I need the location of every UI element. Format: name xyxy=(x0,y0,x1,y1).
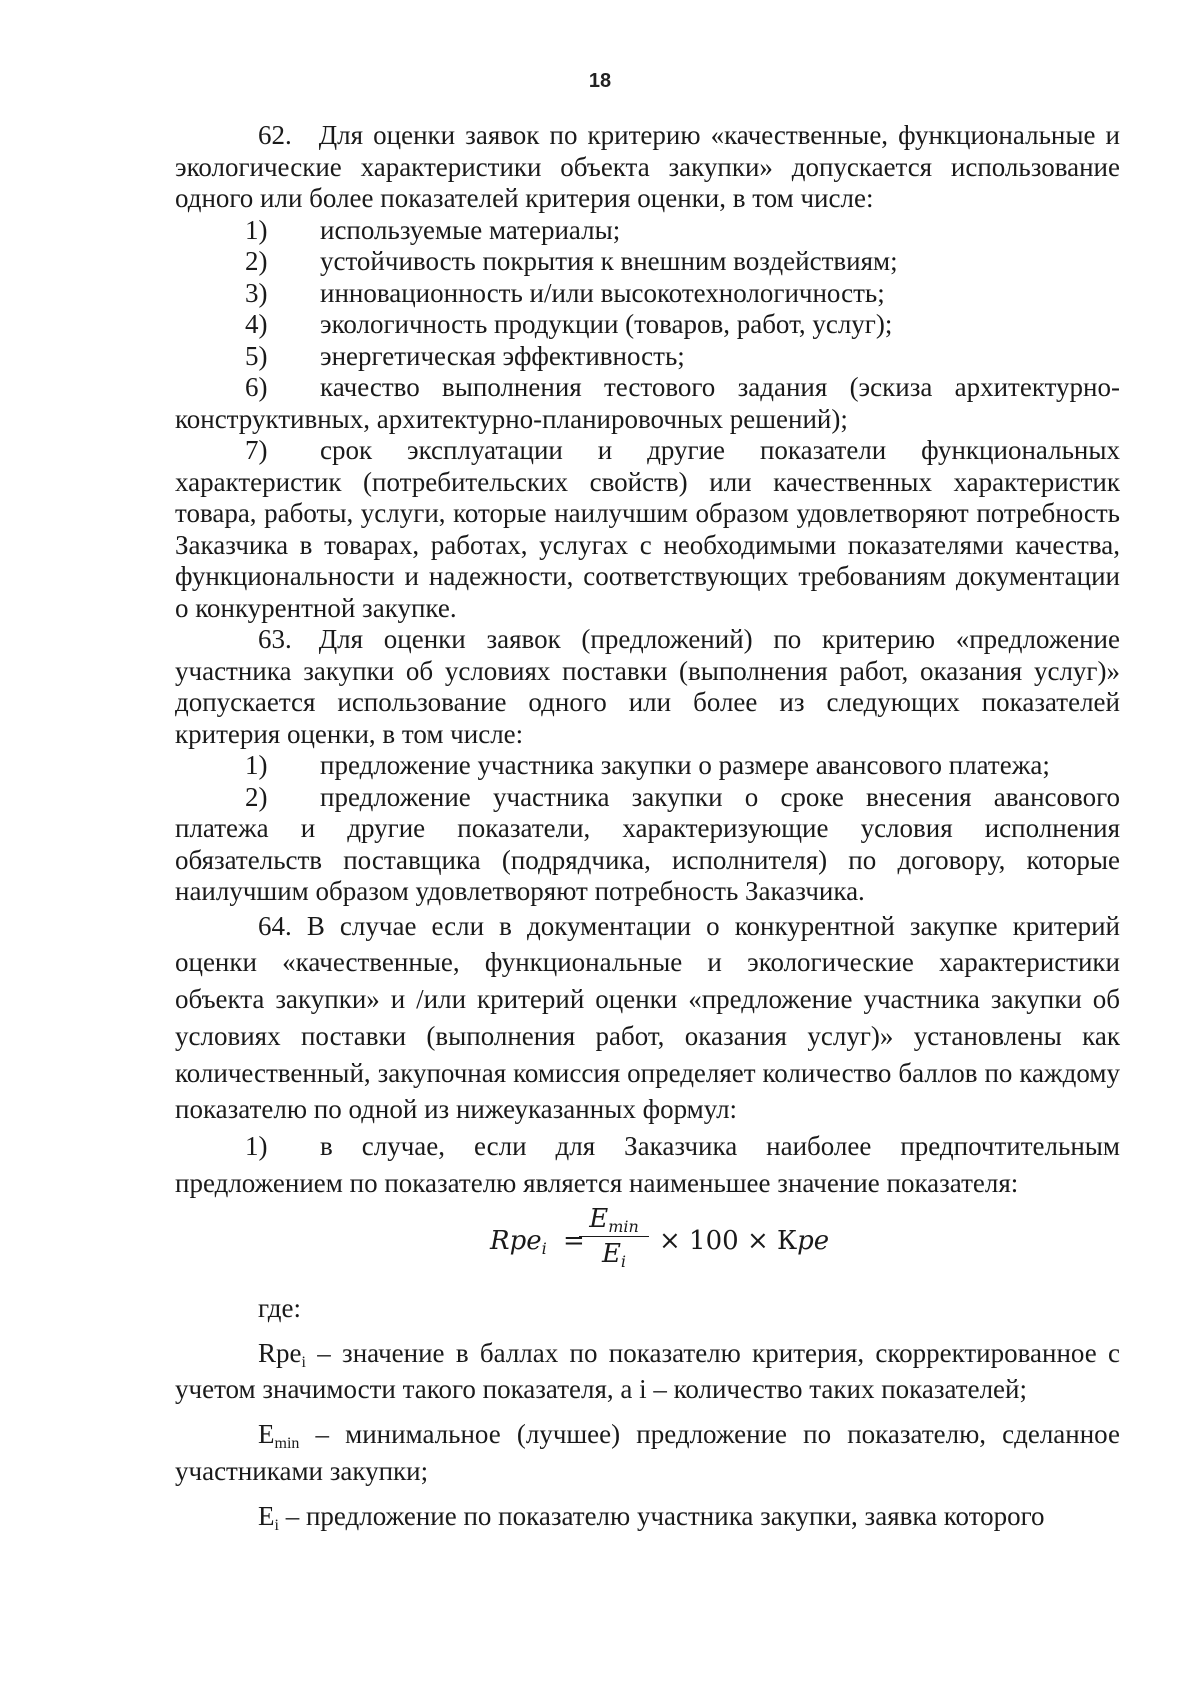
item-number: 1) xyxy=(245,214,268,245)
spacer xyxy=(175,1408,1120,1416)
list-63 xyxy=(175,750,1120,908)
definition-subscript: i xyxy=(301,1353,306,1371)
item-text: качество выполнения тестового задания (эскиза архитектурно-конструктивных, архитектурно-планировочных решений); xyxy=(175,372,1120,434)
formula-rhs xyxy=(659,1226,829,1258)
page-number: 18 xyxy=(588,70,612,92)
definition-subscript: min xyxy=(274,1435,300,1453)
list-item xyxy=(175,750,1120,782)
definition-emin xyxy=(175,1416,1120,1490)
formula-fraction xyxy=(579,1204,649,1269)
item-text: экологичность продукции (товаров, работ, услуг); xyxy=(320,309,893,339)
formula-multiplier: × 100 × xyxy=(659,1225,777,1256)
paragraph-64: 64. В случае если в документации о конкурентной закупке критерий оценки «качественные, функциональные и экологические характеристики объекта закупки» и /или критерий оценки «предложение участника закупки об условиях поставки (выполнения работ, оказания услуг)» установлены как количественный, закупочная комиссия определяет количество баллов по каждому показателю по одной из нижеуказанных формул: xyxy=(175,910,1120,1125)
numerator-symbol: E xyxy=(589,1203,609,1234)
formula-equals: = xyxy=(563,1225,585,1256)
list-item xyxy=(175,215,1120,247)
denominator-symbol: E xyxy=(601,1238,621,1269)
formula-denominator xyxy=(579,1239,649,1269)
item-number: 3) xyxy=(245,277,268,308)
list-item xyxy=(175,246,1120,278)
list-item xyxy=(175,341,1120,373)
list-item xyxy=(175,278,1120,310)
definition-text: – минимальное (лучшее) предложение по показателю, сделанное участниками закупки; xyxy=(175,1419,1120,1487)
list-item xyxy=(175,372,1120,435)
item-number: 6) xyxy=(245,372,268,402)
fraction-bar xyxy=(579,1236,649,1237)
item-text: энергетическая эффективность; xyxy=(320,340,685,371)
item-number: 2) xyxy=(245,781,268,812)
item-number: 1) xyxy=(245,750,268,780)
item-text: срок эксплуатации и другие показатели функциональных характеристик (потребительских свойств) или качественных характеристик товара, работы, услуги, которые наилучшим образом удовлетворяют потребность Заказчика в товарах, работах, услугах с необходимыми показателями качества, функциональности и надежности, соответствующих требованиям документации о конкурентной закупке. xyxy=(175,435,1120,623)
numerator-subscript: min xyxy=(608,1216,639,1236)
item-text: устойчивость покрытия к внешним воздействиям; xyxy=(320,246,898,276)
spacer xyxy=(175,1327,1120,1335)
definition-ei xyxy=(175,1498,1120,1535)
definition-rpe xyxy=(175,1335,1120,1409)
list-62 xyxy=(175,215,1120,625)
formula-k-suffix: pe xyxy=(797,1225,830,1256)
definition-symbol: E xyxy=(258,1500,275,1531)
formula-numerator xyxy=(579,1204,649,1234)
item-text: инновационность и/или высокотехнологичность; xyxy=(320,277,885,308)
item-number: 7) xyxy=(245,435,268,465)
item-text: используемые материалы; xyxy=(320,214,621,245)
document-body xyxy=(175,120,1120,1535)
formula-lhs xyxy=(490,1226,547,1258)
where-label: где: xyxy=(258,1292,301,1323)
item-number: 5) xyxy=(245,340,268,371)
list-item xyxy=(175,782,1120,908)
item-number: 2) xyxy=(245,246,268,276)
definition-symbol: E xyxy=(258,1419,275,1450)
item-number: 1) xyxy=(245,1131,268,1162)
item-text: в случае, если для Заказчика наиболее предпочтительным предложением по показателю является наименьшее значение показателя: xyxy=(175,1131,1120,1199)
item-text: предложение участника закупки о размере авансового платежа; xyxy=(320,750,1050,780)
denominator-subscript: i xyxy=(620,1251,627,1271)
item-number: 4) xyxy=(245,309,268,339)
spacer xyxy=(175,1490,1120,1498)
list-item xyxy=(175,309,1120,341)
formula-lhs-subscript: i xyxy=(541,1238,547,1258)
score-formula xyxy=(175,1203,1120,1276)
paragraph-63: 63. Для оценки заявок (предложений) по критерию «предложение участника закупки об условиях поставки (выполнения работ, оказания услуг)» допускается использование одного или более из следующих показателей критерия оценки, в том числе: xyxy=(175,624,1120,749)
list-item xyxy=(175,435,1120,624)
definition-text: – значение в баллах по показателю критерия, скорректированное с учетом значимости такого показателя, а i – количество таких показателей; xyxy=(175,1337,1120,1405)
paragraph-62: 62. Для оценки заявок по критерию «качественные, функциональные и экологические характеристики объекта закупки» допускается использование одного или более показателей критерия оценки, в том числе: xyxy=(175,120,1120,213)
definition-subscript: i xyxy=(274,1516,279,1534)
formula-lhs-symbol: Rpe xyxy=(490,1225,542,1256)
definition-symbol: Rpe xyxy=(258,1337,302,1368)
item-text: предложение участника закупки о сроке внесения авансового платежа и другие показатели, характеризующие условия исполнения обязательств поставщика (подрядчика, исполнителя) по договору, которые наилучшим образом удовлетворяют потребность Заказчика. xyxy=(175,781,1120,906)
formula-k-symbol: К xyxy=(777,1225,798,1256)
definition-text: – предложение по показателю участника закупки, заявка которого xyxy=(278,1500,1045,1531)
paragraph-64-item-1 xyxy=(175,1128,1120,1202)
